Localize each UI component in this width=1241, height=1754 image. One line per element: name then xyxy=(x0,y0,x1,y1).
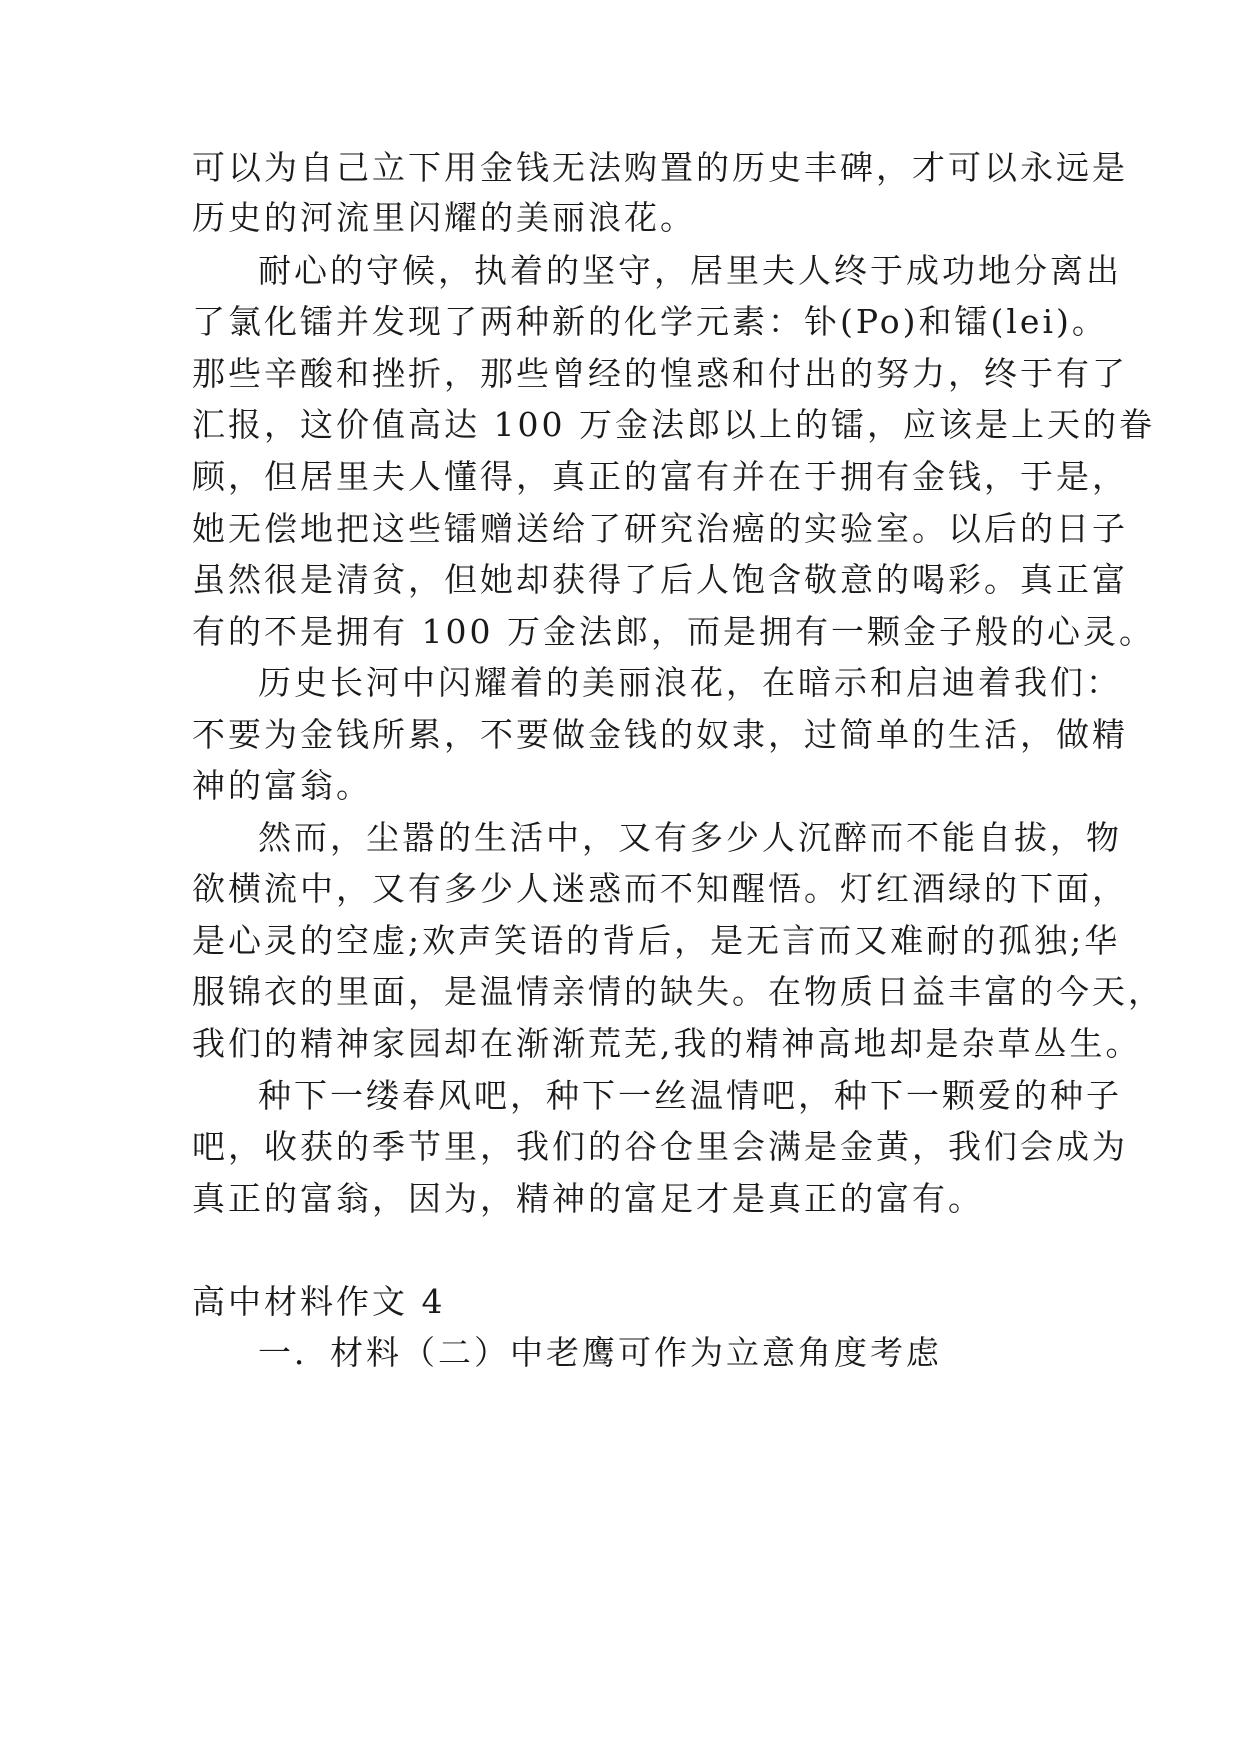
paragraph-line: 吧，收获的季节里，我们的谷仓里会满是金黄，我们会成为 xyxy=(192,1127,1128,1166)
paragraph-line: 虽然很是清贫，但她却获得了后人饱含敬意的喝彩。真正富 xyxy=(192,560,1128,599)
paragraph-line: 可以为自己立下用金钱无法购置的历史丰碑，才可以永远是 xyxy=(192,148,1128,187)
paragraph-line: 种下一缕春风吧，种下一丝温情吧，种下一颗爱的种子 xyxy=(258,1076,1122,1115)
paragraph-line: 汇报，这价值高达 100 万金法郎以上的镭，应该是上天的眷 xyxy=(192,405,1155,444)
paragraph-line: 真正的富翁，因为，精神的富足才是真正的富有。 xyxy=(192,1179,984,1218)
paragraph-line: 耐心的守候，执着的坚守，居里夫人终于成功地分离出 xyxy=(258,251,1122,290)
sub-heading: 一．材料（二）中老鹰可作为立意角度考虑 xyxy=(258,1333,942,1372)
paragraph-line: 我们的精神家园却在渐渐荒芜,我的精神高地却是杂草丛生。 xyxy=(192,1024,1142,1063)
paragraph-line: 神的富翁。 xyxy=(192,766,372,805)
paragraph-line: 顾，但居里夫人懂得，真正的富有并在于拥有金钱，于是， xyxy=(192,457,1128,496)
paragraph-line: 不要为金钱所累，不要做金钱的奴隶，过简单的生活，做精 xyxy=(192,715,1128,754)
paragraph-line: 她无偿地把这些镭赠送给了研究治癌的实验室。以后的日子 xyxy=(192,509,1128,548)
paragraph-line: 了氯化镭并发现了两种新的化学元素：钋(Po)和镭(lei)。 xyxy=(192,302,1108,341)
paragraph-line: 是心灵的空虚;欢声笑语的背后，是无言而又难耐的孤独;华 xyxy=(192,921,1121,960)
paragraph-line: 欲横流中，又有多少人迷惑而不知醒悟。灯红酒绿的下面， xyxy=(192,869,1128,908)
section-title: 高中材料作文 4 xyxy=(192,1282,446,1321)
paragraph-line: 历史长河中闪耀着的美丽浪花，在暗示和启迪着我们： xyxy=(258,663,1122,702)
paragraph-line: 历史的河流里闪耀的美丽浪花。 xyxy=(192,198,696,237)
paragraph-line: 有的不是拥有 100 万金法郎，而是拥有一颗金子般的心灵。 xyxy=(192,612,1155,651)
paragraph-line: 然而，尘嚣的生活中，又有多少人沉醉而不能自拔，物 xyxy=(258,818,1122,857)
paragraph-line: 服锦衣的里面，是温情亲情的缺失。在物质日益丰富的今天， xyxy=(192,972,1164,1011)
paragraph-line: 那些辛酸和挫折，那些曾经的惶惑和付出的努力，终于有了 xyxy=(192,354,1128,393)
